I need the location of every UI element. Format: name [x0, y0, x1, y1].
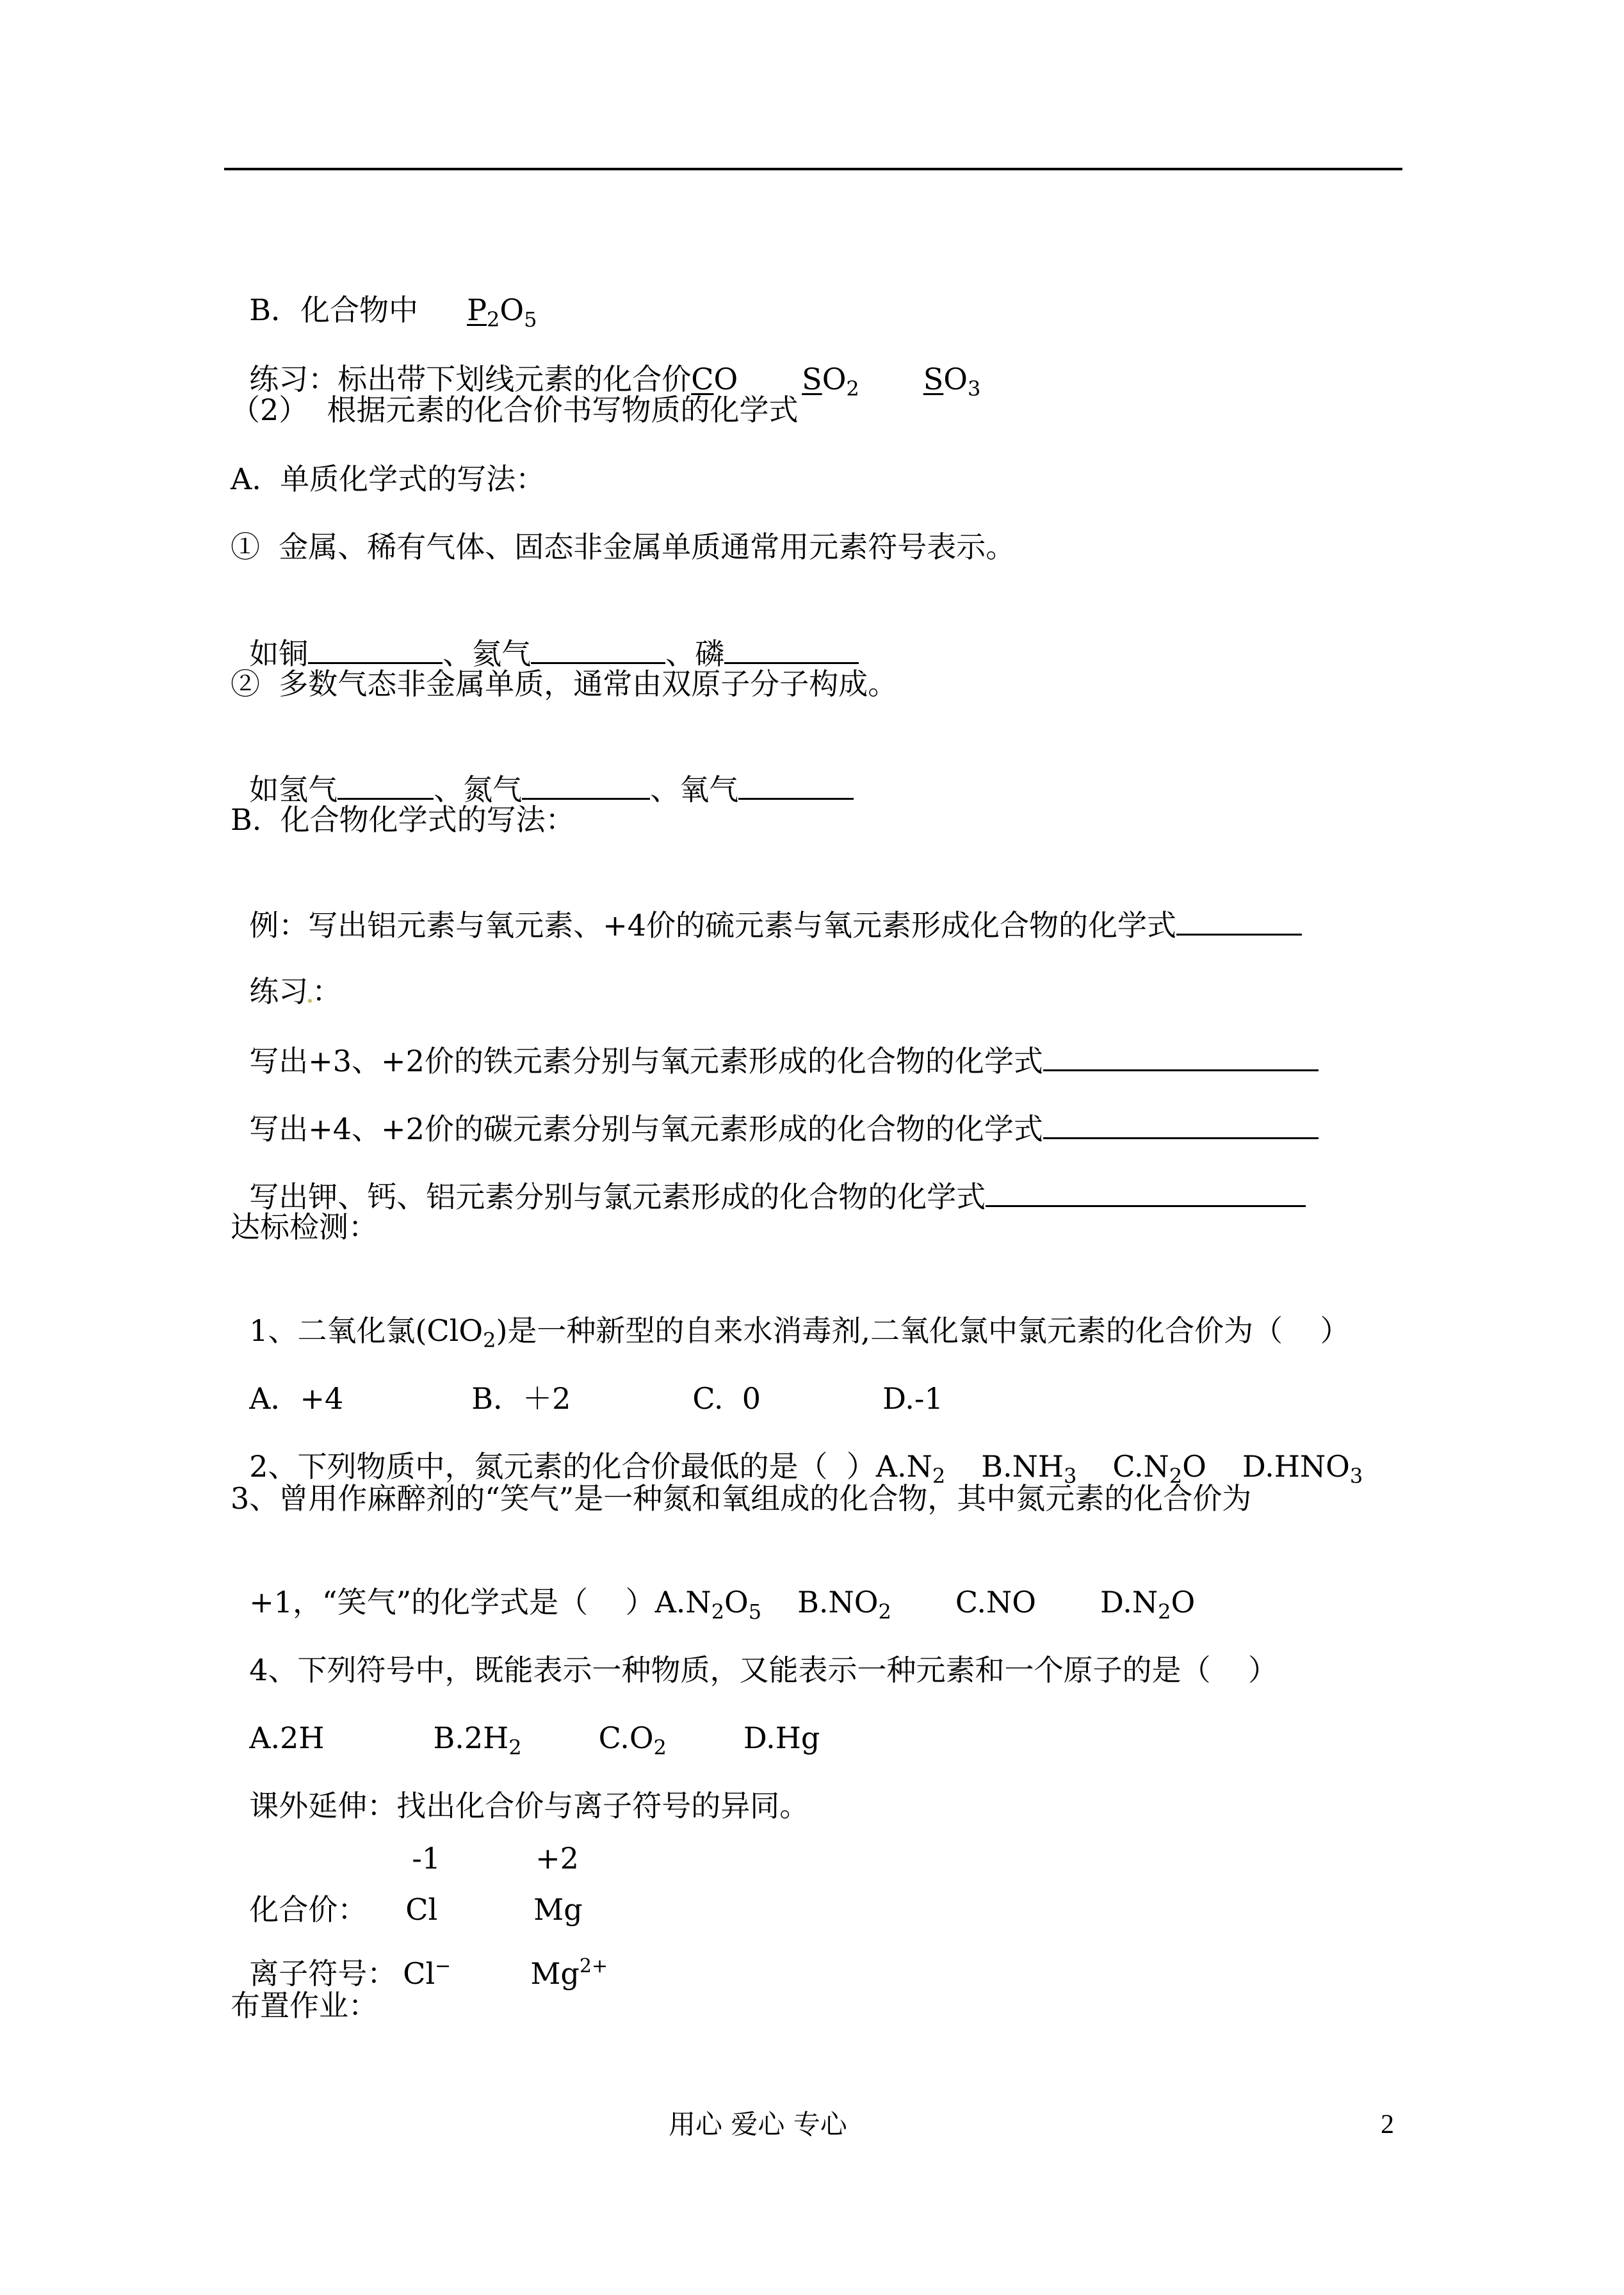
- option-b: B．＋2: [471, 1381, 571, 1416]
- section-heading-2: （2） 根据元素的化合价书写物质的化学式: [231, 393, 799, 427]
- homework-heading: 布置作业：: [231, 1988, 378, 2023]
- answer-blank[interactable]: [337, 770, 434, 800]
- answer-blank[interactable]: [1176, 905, 1302, 936]
- rule-1-metals: ① 金属、稀有气体、固态非金属单质通常用元素符号表示。: [231, 530, 1016, 564]
- fill-line-copper-helium-phosphorus: 如铜 、氦气 、磷: [231, 598, 859, 672]
- ion-symbol-row: 离子符号： Cl− $Mg^{2+}$: [249, 1955, 608, 1991]
- line-practice-valence: 练习：标出带下划线元素的化合价CO $SO_2$ $SO_3$: [249, 362, 981, 401]
- answer-blank[interactable]: [308, 634, 443, 664]
- example-line: 例：写出铝元素与氧元素、+4价的硫元素与氧元素形成化合物的化学式: [231, 870, 1302, 943]
- option-c: C. 0: [692, 1381, 761, 1416]
- answer-blank[interactable]: [724, 634, 859, 664]
- answer-blank[interactable]: [738, 770, 854, 800]
- answer-blank[interactable]: [1043, 1041, 1319, 1071]
- rule-2-diatomic: ② 多数气态非金属单质，通常由双原子分子构成。: [231, 667, 898, 701]
- assessment-heading: 达标检测：: [231, 1210, 378, 1244]
- question-4-options: A.2H $B.2H_2$ $C.O_2$ D.Hg: [249, 1721, 820, 1760]
- subsection-a: A. 单质化学式的写法：: [231, 462, 546, 496]
- extension-heading: 课外延伸：找出化合价与离子符号的异同。: [249, 1788, 809, 1823]
- practice-iron: 写出+3、+2价的铁元素分别与氧元素形成的化合物的化学式: [231, 1005, 1319, 1079]
- fill-line-hydrogen-nitrogen-oxygen: 如氢气 、氮气 、氧气: [231, 734, 854, 807]
- footer-slogan: 用心 爱心 专心: [669, 2109, 847, 2140]
- practice-heading: 练习 ：: [249, 974, 342, 1009]
- header-rule: [224, 168, 1402, 170]
- question-1-options: [231, 1345, 943, 1416]
- option-a: A．+4: [249, 1381, 344, 1416]
- question-3-cont: +1，“笑气”的化学式是（ ）$A.N_2O_5$ $B.NO_2$ C.NO $D.N_2O$: [249, 1585, 1196, 1624]
- question-3: 3、曾用作麻醉剂的“笑气”是一种氮和氧组成的化合物，其中氮元素的化合价为: [231, 1481, 1252, 1516]
- line-compound-p2o5: B．化合物中 $P_2O_5$: [249, 293, 537, 332]
- question-2: 2、下列物质中，氮元素的化合价最低的是（ ）$A.N_2$ $B.NH_3$ $C.N_2O$ $D.HNO_3$: [249, 1449, 1363, 1488]
- valence-row: 化合价： Cl Mg: [249, 1892, 583, 1927]
- subsection-b: B. 化合物化学式的写法：: [231, 802, 575, 837]
- answer-blank[interactable]: [1043, 1109, 1319, 1139]
- answer-blank[interactable]: [522, 770, 650, 800]
- valence-marks: -1 +2: [412, 1841, 579, 1876]
- page-number: 2: [1381, 2110, 1394, 2139]
- practice-chlorides: 写出钾、钙、铝元素分别与氯元素形成的化合物的化学式: [231, 1141, 1306, 1215]
- practice-carbon: 写出+4、+2价的碳元素分别与氧元素形成的化合物的化学式: [231, 1073, 1319, 1147]
- answer-blank[interactable]: [986, 1177, 1306, 1207]
- question-1: 1、二氧化氯(ClO$_2$)是一种新型的自来水消毒剂,二氧化氯中氯元素的化合价为（ ）: [249, 1313, 1350, 1352]
- answer-blank[interactable]: [531, 634, 665, 664]
- option-d: D.-1: [882, 1381, 943, 1416]
- question-4: 4、下列符号中，既能表示一种物质，又能表示一种元素和一个原子的是（ ）: [249, 1653, 1278, 1687]
